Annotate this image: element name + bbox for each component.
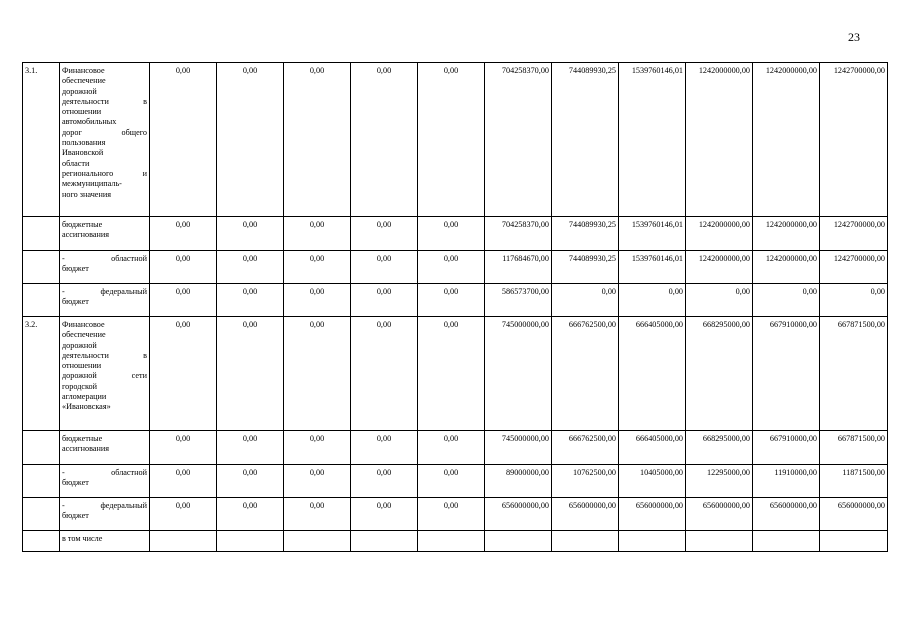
row-name-cell (60, 217, 150, 251)
table-row (23, 63, 888, 217)
value-cell: 1242700000,00 (820, 63, 888, 217)
value-cell: 0,00 (217, 217, 284, 251)
row-name-word: общего (121, 127, 147, 137)
value-cell: 666762500,00 (552, 317, 619, 431)
value-cell (686, 531, 753, 552)
row-name-line: Финансовое (62, 66, 105, 75)
value-cell: 117684670,00 (485, 251, 552, 284)
row-name-line (62, 169, 147, 179)
value-cell: 10405000,00 (619, 465, 686, 498)
value-cell: 704258370,00 (485, 63, 552, 217)
row-name-word: федеральный (100, 287, 147, 296)
value-cell: 1242700000,00 (820, 217, 888, 251)
value-cell: 0,00 (351, 465, 418, 498)
value-cell (619, 531, 686, 552)
row-name-line: бюджет (62, 297, 89, 307)
page-number: 23 (848, 30, 860, 44)
value-cell: 0,00 (418, 431, 485, 465)
value-cell: 0,00 (418, 63, 485, 217)
row-name-line: дорожной (62, 86, 97, 96)
row-name-line: бюджет (62, 511, 89, 521)
value-cell: 586573700,00 (485, 284, 552, 317)
row-name-line: агломерации (62, 392, 107, 402)
value-cell: 0,00 (820, 284, 888, 317)
value-cell: 0,00 (284, 217, 351, 251)
value-cell: 667871500,00 (820, 431, 888, 465)
row-name-cell (60, 465, 150, 498)
row-number-cell (23, 284, 60, 317)
value-cell: 0,00 (418, 284, 485, 317)
value-cell: 0,00 (150, 498, 217, 531)
row-name-line: ассигнования (62, 444, 110, 454)
row-name-line (62, 371, 147, 381)
row-number-cell (23, 431, 60, 465)
row-name-line: Ивановской (62, 148, 104, 158)
table-row (23, 284, 888, 317)
value-cell: 0,00 (217, 63, 284, 217)
value-cell (150, 531, 217, 552)
value-cell: 0,00 (150, 63, 217, 217)
value-cell: 0,00 (217, 498, 284, 531)
value-cell: 0,00 (351, 498, 418, 531)
value-cell: 1242000000,00 (686, 63, 753, 217)
value-cell: 656000000,00 (619, 498, 686, 531)
value-cell (753, 531, 820, 552)
value-cell: 656000000,00 (552, 498, 619, 531)
row-name-cell (60, 317, 150, 431)
row-number-cell (23, 465, 60, 498)
value-cell: 656000000,00 (753, 498, 820, 531)
value-cell (284, 531, 351, 552)
value-cell: 0,00 (150, 317, 217, 431)
value-cell: 745000000,00 (485, 317, 552, 431)
value-cell: 667910000,00 (753, 431, 820, 465)
table-row (23, 217, 888, 251)
value-cell (418, 531, 485, 552)
value-cell (217, 531, 284, 552)
value-cell: 0,00 (284, 284, 351, 317)
value-cell: 10762500,00 (552, 465, 619, 498)
value-cell: 1242000000,00 (686, 217, 753, 251)
value-cell (552, 531, 619, 552)
value-cell (820, 531, 888, 552)
value-cell: 1539760146,01 (619, 217, 686, 251)
value-cell: 0,00 (284, 465, 351, 498)
value-cell: 0,00 (418, 465, 485, 498)
table-row (23, 465, 888, 498)
row-name-word: дорог (62, 127, 82, 137)
row-name-line: пользования (62, 138, 106, 148)
row-name-word: - (62, 501, 65, 510)
value-cell: 667910000,00 (753, 317, 820, 431)
row-name-line: Финансовое (62, 320, 105, 329)
value-cell: 12295000,00 (686, 465, 753, 498)
row-name-line (62, 351, 147, 361)
value-cell: 0,00 (284, 498, 351, 531)
row-name-word: и (142, 168, 147, 178)
value-cell: 0,00 (150, 431, 217, 465)
value-cell: 668295000,00 (686, 317, 753, 431)
row-name-line: отношении (62, 107, 102, 117)
row-name-line: городской (62, 381, 98, 391)
row-name-cell (60, 284, 150, 317)
value-cell: 744089930,25 (552, 217, 619, 251)
value-cell: 0,00 (619, 284, 686, 317)
value-cell: 0,00 (150, 465, 217, 498)
row-number-cell: 3.2. (23, 317, 60, 431)
value-cell: 1242000000,00 (686, 251, 753, 284)
row-name-line: бюджетные (62, 220, 103, 229)
row-name-line: обеспечение (62, 330, 106, 340)
table-row (23, 431, 888, 465)
row-name-cell (60, 63, 150, 217)
row-name-line: отношении (62, 361, 102, 371)
value-cell: 0,00 (351, 431, 418, 465)
row-name-line (62, 97, 147, 107)
value-cell: 1539760146,01 (619, 251, 686, 284)
value-cell: 0,00 (150, 284, 217, 317)
value-cell (485, 531, 552, 552)
value-cell: 666762500,00 (552, 431, 619, 465)
value-cell: 0,00 (418, 251, 485, 284)
row-name-line (62, 501, 147, 511)
row-name-line (62, 287, 147, 297)
value-cell: 1242700000,00 (820, 251, 888, 284)
value-cell: 0,00 (217, 465, 284, 498)
row-name-line: автомобильных (62, 117, 117, 127)
value-cell: 0,00 (284, 317, 351, 431)
row-name-line: в том числе (62, 534, 103, 543)
value-cell: 0,00 (217, 284, 284, 317)
row-name-word: деятельности (62, 96, 109, 106)
row-name-word: регионального (62, 168, 114, 178)
row-name-line: бюджет (62, 264, 89, 274)
table-row (23, 251, 888, 284)
row-name-cell (60, 498, 150, 531)
row-name-word: федеральный (100, 501, 147, 510)
value-cell: 0,00 (351, 251, 418, 284)
value-cell: 0,00 (351, 217, 418, 251)
value-cell: 0,00 (351, 284, 418, 317)
value-cell: 11871500,00 (820, 465, 888, 498)
value-cell: 11910000,00 (753, 465, 820, 498)
row-number-cell (23, 217, 60, 251)
row-name-line: межмуниципаль- (62, 179, 122, 189)
table-row (23, 317, 888, 431)
row-name-cell (60, 251, 150, 284)
row-number-cell (23, 531, 60, 552)
table-row (23, 498, 888, 531)
value-cell: 0,00 (418, 498, 485, 531)
budget-table (22, 62, 888, 552)
value-cell: 0,00 (284, 431, 351, 465)
row-name-line: дорожной (62, 340, 97, 350)
row-number-cell (23, 498, 60, 531)
row-name-line (62, 254, 147, 264)
value-cell: 0,00 (217, 431, 284, 465)
row-name-line: обеспечение (62, 76, 106, 86)
value-cell: 0,00 (351, 317, 418, 431)
value-cell: 744089930,25 (552, 63, 619, 217)
value-cell: 0,00 (686, 284, 753, 317)
row-name-line: бюджетные (62, 434, 103, 443)
table-row (23, 531, 888, 552)
value-cell: 0,00 (150, 217, 217, 251)
value-cell: 666405000,00 (619, 431, 686, 465)
row-name-word: - (62, 468, 65, 477)
value-cell: 0,00 (418, 317, 485, 431)
value-cell: 89000000,00 (485, 465, 552, 498)
value-cell: 0,00 (150, 251, 217, 284)
row-name-word: деятельности (62, 350, 109, 360)
value-cell: 656000000,00 (686, 498, 753, 531)
value-cell: 666405000,00 (619, 317, 686, 431)
value-cell: 745000000,00 (485, 431, 552, 465)
row-name-word: - (62, 287, 65, 296)
value-cell: 0,00 (217, 317, 284, 431)
value-cell: 744089930,25 (552, 251, 619, 284)
row-name-line: ассигнования (62, 230, 110, 240)
value-cell: 0,00 (552, 284, 619, 317)
value-cell: 667871500,00 (820, 317, 888, 431)
value-cell: 0,00 (418, 217, 485, 251)
value-cell: 1242000000,00 (753, 251, 820, 284)
row-name-word: в (143, 96, 147, 106)
value-cell: 656000000,00 (485, 498, 552, 531)
row-name-word: в (143, 350, 147, 360)
row-name-word: областной (111, 254, 147, 263)
value-cell: 1242000000,00 (753, 63, 820, 217)
value-cell: 0,00 (217, 251, 284, 284)
row-name-word: дорожной (62, 371, 97, 381)
row-number-cell (23, 251, 60, 284)
row-name-word: - (62, 254, 65, 263)
value-cell: 668295000,00 (686, 431, 753, 465)
row-name-line: ного значения (62, 189, 111, 199)
value-cell (351, 531, 418, 552)
value-cell: 1242000000,00 (753, 217, 820, 251)
row-name-line: бюджет (62, 478, 89, 488)
value-cell: 656000000,00 (820, 498, 888, 531)
row-name-word: сети (131, 371, 147, 381)
value-cell: 0,00 (351, 63, 418, 217)
budget-table-body (23, 63, 888, 552)
value-cell: 704258370,00 (485, 217, 552, 251)
value-cell: 1539760146,01 (619, 63, 686, 217)
value-cell: 0,00 (753, 284, 820, 317)
row-name-line (62, 468, 147, 478)
row-name-line: области (62, 158, 90, 168)
row-name-line: «Ивановская» (62, 402, 111, 412)
row-number-cell: 3.1. (23, 63, 60, 217)
value-cell: 0,00 (284, 63, 351, 217)
value-cell: 0,00 (284, 251, 351, 284)
row-name-cell (60, 531, 150, 552)
row-name-line (62, 128, 147, 138)
row-name-word: областной (111, 468, 147, 477)
row-name-cell (60, 431, 150, 465)
